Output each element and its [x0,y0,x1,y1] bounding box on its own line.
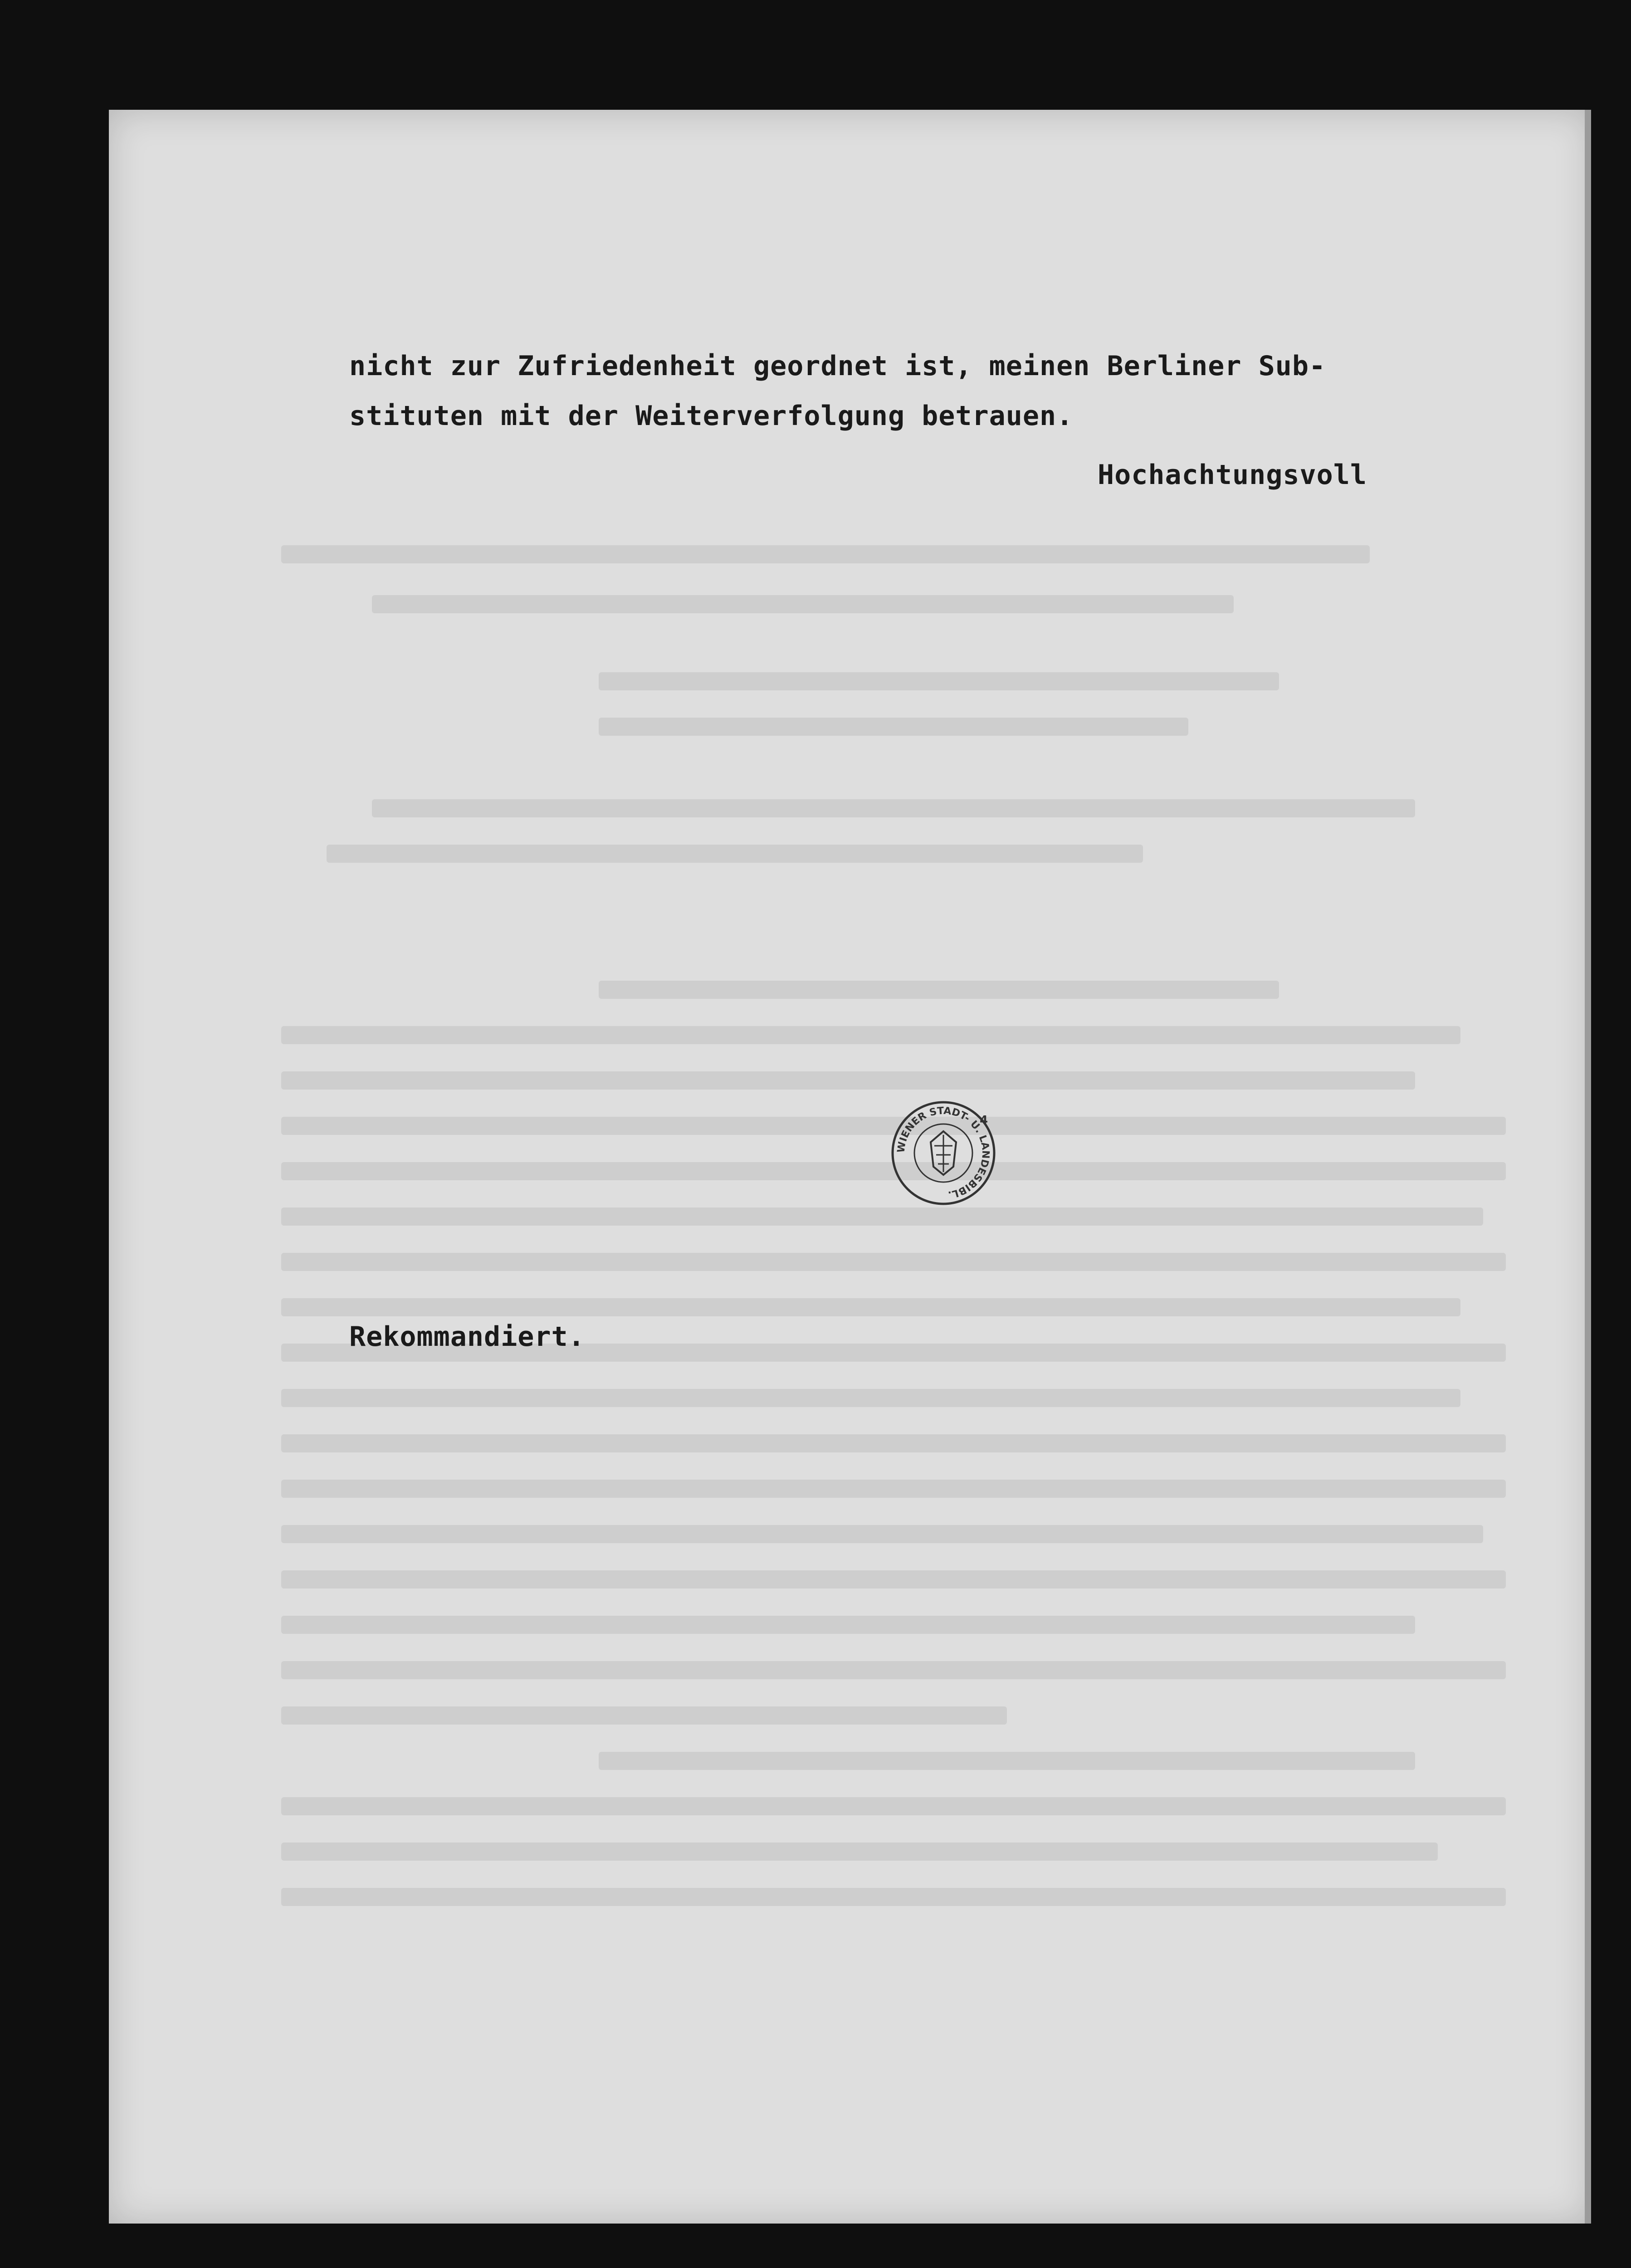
stamp-number: 4 [980,1114,988,1127]
registered-mail-note: Rekommandiert. [349,1321,585,1353]
letter-page [109,110,1591,2224]
coat-of-arms-icon [931,1131,956,1175]
letter-body-line: stituten mit der Weiterverfolgung betrauen. [349,400,1074,432]
letter-closing: Hochachtungsvoll [1098,459,1367,491]
letter-body-line: nicht zur Zufriedenheit geordnet ist, meinen Berliner Sub- [349,350,1326,382]
show-through-text [281,545,1551,2178]
stamp-text: WIENER STADT- U. LANDESBIBL. [895,1105,991,1201]
library-stamp [889,1099,998,1207]
